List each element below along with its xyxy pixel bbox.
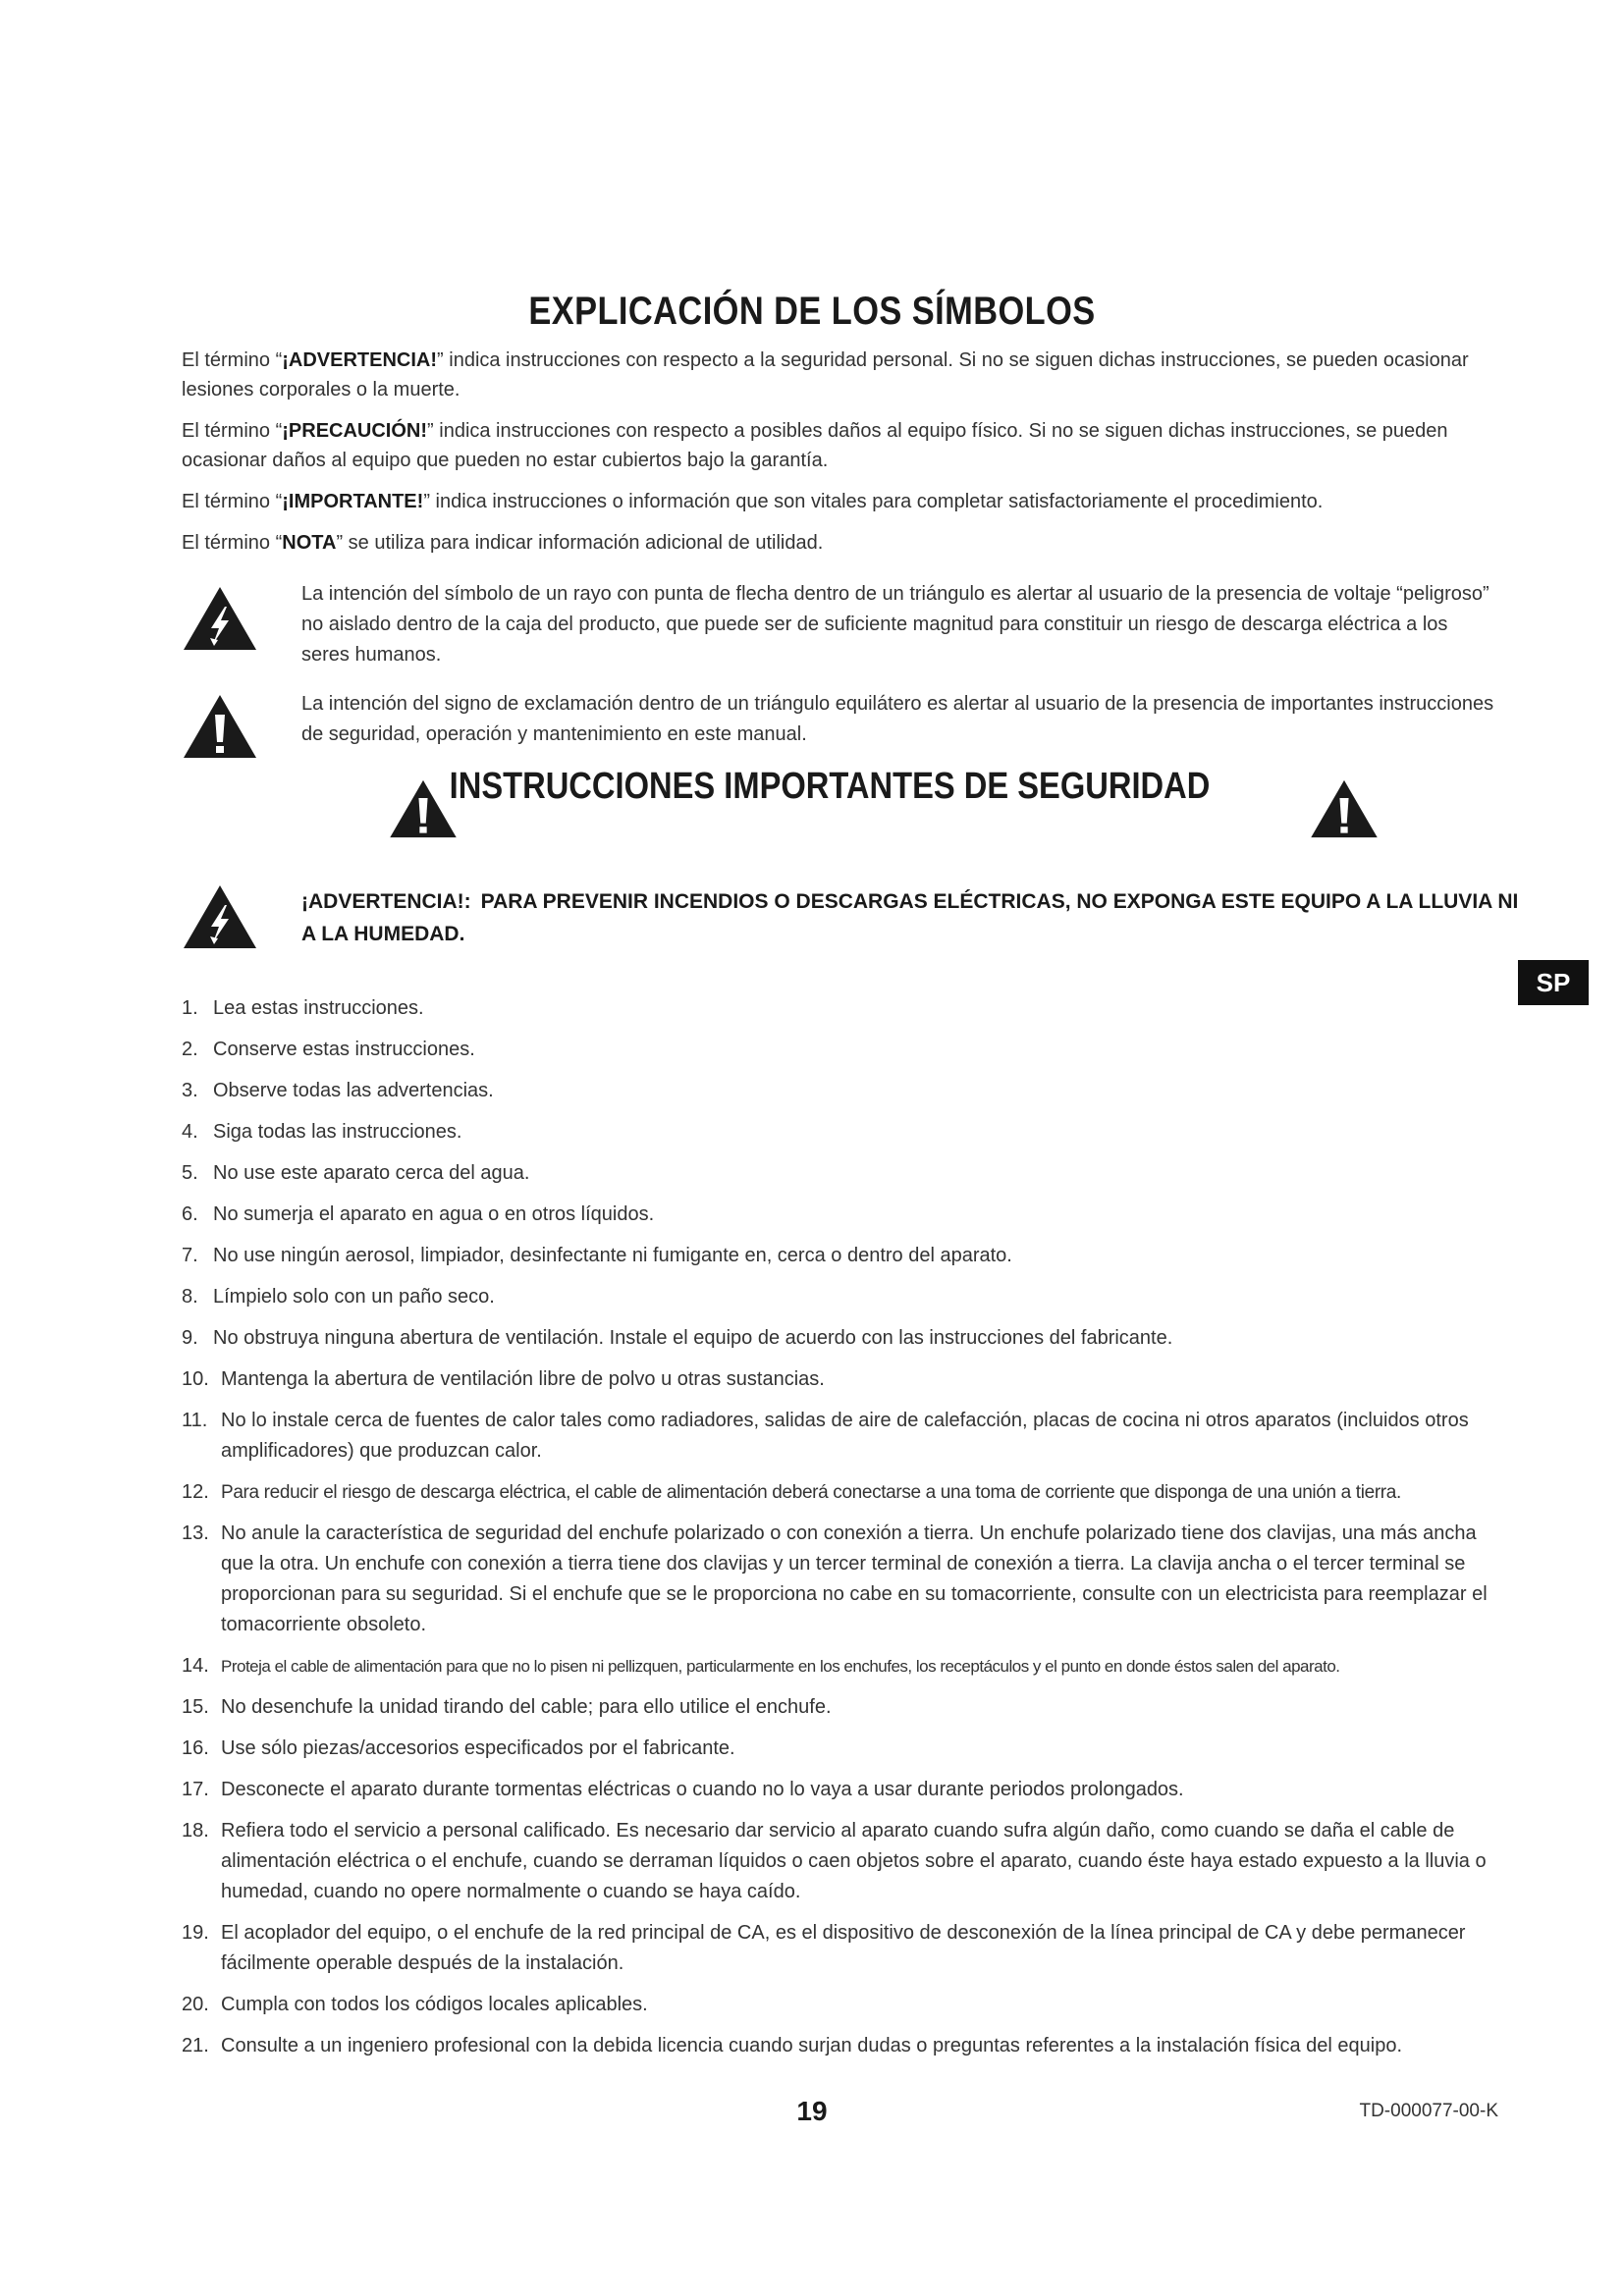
item-text: Observe todas las advertencias.	[213, 1080, 494, 1101]
safety-instructions-list	[182, 993, 1497, 2072]
item-text: Refiera todo el servicio a personal calificado. Es necesario dar servicio al aparato cuando sufra algún daño, como cuando se daña el cable de alimentación eléctrica o el enchufe, cuando se derraman líquidos o caen objetos sobre el aparato, cuando éste haya estado expuesto a la lluvia o humedad, cuando no opere normalmente o cuando se haya caído.	[221, 1820, 1487, 1902]
item-number: 1.	[182, 997, 198, 1019]
section-title-safety: INSTRUCCIONES IMPORTANTES DE SEGURIDAD	[449, 766, 1211, 807]
paragraph-importante	[182, 487, 1497, 516]
paragraph-text: El término “	[182, 349, 283, 371]
paragraph-nota	[182, 528, 1497, 558]
item-number: 18.	[182, 1820, 209, 1842]
list-item	[182, 2031, 1497, 2061]
item-text: No obstruya ninguna abertura de ventilación. Instale el equipo de acuerdo con las instrucciones del fabricante.	[213, 1327, 1173, 1349]
item-text: Desconecte el aparato durante tormentas eléctricas o cuando no lo vaya a usar durante periodos prolongados.	[221, 1779, 1184, 1800]
lightning-triangle-icon	[182, 883, 258, 950]
paragraph-text: El término “	[182, 532, 283, 554]
paragraph-text: El término “	[182, 491, 283, 512]
item-number: 5.	[182, 1162, 198, 1184]
list-item	[182, 1364, 1497, 1395]
item-number: 15.	[182, 1696, 209, 1718]
paragraph-text: El término “	[182, 420, 283, 442]
list-item	[182, 1323, 1497, 1354]
term-nota: NOTA	[282, 532, 337, 554]
item-number: 19.	[182, 1922, 209, 1944]
paragraph-advertencia	[182, 346, 1497, 404]
list-item	[182, 1035, 1497, 1065]
symbol-exclamation-text: La intención del signo de exclamación dentro de un triángulo equilátero es alertar al usuario de la presencia de importantes instrucciones de seguridad, operación y mantenimiento en este manual.	[301, 693, 1494, 745]
list-item	[182, 1200, 1497, 1230]
item-number: 20.	[182, 1994, 209, 2015]
item-number: 21.	[182, 2035, 209, 2056]
item-number: 8.	[182, 1286, 198, 1308]
document-code: TD-000077-00-K	[1359, 2101, 1498, 2121]
paragraph-text: ” indica instrucciones con respecto a la seguridad personal. Si no se siguen dichas instrucciones, se pueden ocasionar lesiones corporales o la muerte.	[182, 349, 1469, 400]
term-precaucion: ¡PRECAUCIÓN!	[282, 420, 428, 442]
list-item	[182, 1241, 1497, 1271]
item-text: Consulte a un ingeniero profesional con la debida licencia cuando surjan dudas o preguntas referentes a la instalación física del equipo.	[221, 2035, 1403, 2056]
item-number: 6.	[182, 1203, 198, 1225]
item-number: 9.	[182, 1327, 198, 1349]
item-text: Mantenga la abertura de ventilación libre de polvo u otras sustancias.	[221, 1368, 825, 1390]
item-text: Cumpla con todos los códigos locales aplicables.	[221, 1994, 648, 2015]
item-text: Proteja el cable de alimentación para que no lo pisen ni pellizquen, particularmente en los enchufes, los receptáculos y el punto en donde éstos salen del aparato.	[221, 1657, 1340, 1676]
item-number: 14.	[182, 1655, 209, 1677]
item-number: 17.	[182, 1779, 209, 1800]
term-advertencia: ¡ADVERTENCIA!	[282, 349, 438, 371]
language-tab-sp: SP	[1518, 960, 1589, 1005]
list-item	[182, 1990, 1497, 2020]
symbol-lightning-text: La intención del símbolo de un rayo con punta de flecha dentro de un triángulo es alertar al usuario de la presencia de voltaje “peligroso” no aislado dentro de la caja del producto, que puede ser de suficiente magnitud para constituir un riesgo de descarga eléctrica a los seres humanos.	[301, 583, 1489, 666]
item-number: 3.	[182, 1080, 198, 1101]
list-item	[182, 993, 1497, 1024]
item-text: No lo instale cerca de fuentes de calor tales como radiadores, salidas de aire de calefacción, placas de cocina ni otros aparatos (incluidos otros amplificadores) que produzcan calor.	[221, 1410, 1469, 1462]
section-title-symbols: EXPLICACIÓN DE LOS SÍMBOLOS	[528, 290, 1096, 333]
list-item	[182, 1734, 1497, 1764]
list-item	[182, 1158, 1497, 1189]
paragraph-text: ” se utiliza para indicar información adicional de utilidad.	[336, 532, 824, 554]
item-number: 2.	[182, 1039, 198, 1060]
warning-body: PARA PREVENIR INCENDIOS O DESCARGAS ELÉCTRICAS, NO EXPONGA ESTE EQUIPO A LA LLUVIA NI A LA HUMEDAD.	[301, 890, 1519, 945]
list-item	[182, 1406, 1497, 1467]
page-number: 19	[796, 2096, 828, 2126]
exclamation-triangle-icon	[1309, 778, 1380, 839]
item-text: No use este aparato cerca del agua.	[213, 1162, 530, 1184]
paragraph-text: ” indica instrucciones o información que son vitales para completar satisfactoriamente el procedimiento.	[423, 491, 1324, 512]
list-item	[182, 1117, 1497, 1148]
item-text: Siga todas las instrucciones.	[213, 1121, 462, 1143]
item-text: Use sólo piezas/accesorios especificados por el fabricante.	[221, 1737, 735, 1759]
list-item	[182, 1918, 1497, 1979]
item-number: 10.	[182, 1368, 209, 1390]
paragraph-precaucion	[182, 416, 1497, 475]
list-item	[182, 1282, 1497, 1312]
item-number: 11.	[182, 1410, 208, 1431]
item-text: No sumerja el aparato en agua o en otros líquidos.	[213, 1203, 655, 1225]
list-item	[182, 1651, 1497, 1682]
exclamation-triangle-icon	[182, 693, 258, 760]
list-item	[182, 1519, 1497, 1640]
item-text: Conserve estas instrucciones.	[213, 1039, 475, 1060]
paragraph-text: ” indica instrucciones con respecto a posibles daños al equipo físico. Si no se siguen dichas instrucciones, se pueden ocasionar daños al equipo que pueden no estar cubiertos bajo la garantía.	[182, 420, 1448, 471]
list-item	[182, 1816, 1497, 1907]
item-number: 7.	[182, 1245, 198, 1266]
item-text: Lea estas instrucciones.	[213, 997, 424, 1019]
list-item	[182, 1076, 1497, 1106]
item-text: No anule la característica de seguridad del enchufe polarizado o con conexión a tierra. Un enchufe polarizado tiene dos clavijas, una más ancha que la otra. Un enchufe con conexión a tierra tiene dos clavijas y un tercer terminal de conexión a tierra. La clavija ancha o el tercer terminal se proporcionan para su seguridad. Si el enchufe que se le proporciona no cabe en su tomacorriente, consulte con un electricista para reemplazar el tomacorriente obsoleto.	[221, 1522, 1488, 1635]
list-item	[182, 1477, 1497, 1508]
list-item	[182, 1692, 1497, 1723]
lightning-triangle-icon	[182, 585, 258, 652]
warning-text	[301, 885, 1519, 950]
item-text: No desenchufe la unidad tirando del cable; para ello utilice el enchufe.	[221, 1696, 832, 1718]
item-text: El acoplador del equipo, o el enchufe de la red principal de CA, es el dispositivo de desconexión de la línea principal de CA y debe permanecer fácilmente operable después de la instalación.	[221, 1922, 1466, 1974]
item-text: Límpielo solo con un paño seco.	[213, 1286, 495, 1308]
warning-lead: ¡ADVERTENCIA!:	[301, 890, 471, 913]
item-number: 13.	[182, 1522, 209, 1544]
item-text: No use ningún aerosol, limpiador, desinfectante ni fumigante en, cerca o dentro del aparato.	[213, 1245, 1012, 1266]
item-number: 16.	[182, 1737, 209, 1759]
list-item	[182, 1775, 1497, 1805]
term-importante: ¡IMPORTANTE!	[282, 491, 424, 512]
item-number: 12.	[182, 1481, 209, 1503]
item-number: 4.	[182, 1121, 198, 1143]
item-text: Para reducir el riesgo de descarga eléctrica, el cable de alimentación deberá conectarse a una toma de corriente que disponga de una unión a tierra.	[221, 1482, 1401, 1503]
